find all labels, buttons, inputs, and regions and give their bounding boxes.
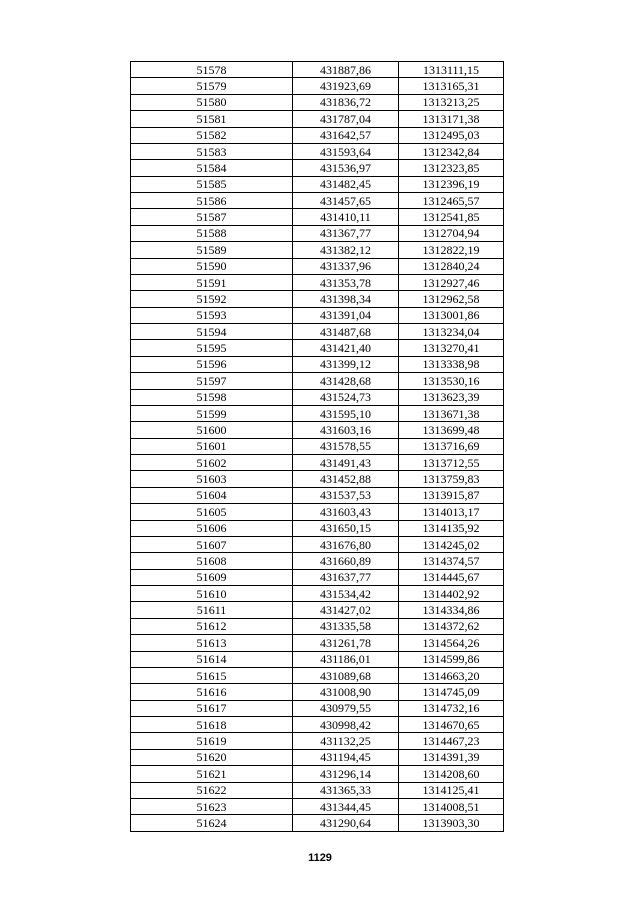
y-coordinate-cell: 1314334,86 <box>399 602 504 618</box>
table-row <box>131 258 504 274</box>
table-row <box>131 373 504 389</box>
point-number-cell: 51603 <box>131 471 293 487</box>
y-coordinate-cell: 1312323,85 <box>399 160 504 176</box>
table-row <box>131 225 504 241</box>
point-number-cell: 51602 <box>131 455 293 471</box>
y-coordinate-cell: 1314374,57 <box>399 553 504 569</box>
y-coordinate-cell: 1312541,85 <box>399 209 504 225</box>
x-coordinate-cell: 431457,65 <box>293 193 399 209</box>
x-coordinate-cell: 431290,64 <box>293 815 399 831</box>
y-coordinate-cell: 1312342,84 <box>399 143 504 159</box>
x-coordinate-cell: 431537,53 <box>293 487 399 503</box>
table-row <box>131 274 504 290</box>
table-row <box>131 455 504 471</box>
point-number-cell: 51615 <box>131 667 293 683</box>
point-number-cell: 51597 <box>131 373 293 389</box>
y-coordinate-cell: 1312465,57 <box>399 193 504 209</box>
x-coordinate-cell: 430979,55 <box>293 700 399 716</box>
point-number-cell: 51616 <box>131 684 293 700</box>
point-number-cell: 51604 <box>131 487 293 503</box>
point-number-cell: 51613 <box>131 635 293 651</box>
table-row <box>131 291 504 307</box>
point-number-cell: 51609 <box>131 569 293 585</box>
point-number-cell: 51580 <box>131 94 293 110</box>
x-coordinate-cell: 431603,43 <box>293 504 399 520</box>
table-row <box>131 143 504 159</box>
x-coordinate-cell: 431887,86 <box>293 62 399 78</box>
point-number-cell: 51582 <box>131 127 293 143</box>
point-number-cell: 51624 <box>131 815 293 831</box>
y-coordinate-cell: 1312962,58 <box>399 291 504 307</box>
x-coordinate-cell: 431676,80 <box>293 536 399 552</box>
x-coordinate-cell: 431008,90 <box>293 684 399 700</box>
table-row <box>131 569 504 585</box>
table-row <box>131 242 504 258</box>
y-coordinate-cell: 1314564,26 <box>399 635 504 651</box>
point-number-cell: 51606 <box>131 520 293 536</box>
point-number-cell: 51607 <box>131 536 293 552</box>
y-coordinate-cell: 1313530,16 <box>399 373 504 389</box>
y-coordinate-cell: 1314245,02 <box>399 536 504 552</box>
y-coordinate-cell: 1313001,86 <box>399 307 504 323</box>
x-coordinate-cell: 431367,77 <box>293 225 399 241</box>
x-coordinate-cell: 431337,96 <box>293 258 399 274</box>
table-row <box>131 536 504 552</box>
y-coordinate-cell: 1312704,94 <box>399 225 504 241</box>
x-coordinate-cell: 431637,77 <box>293 569 399 585</box>
table-row <box>131 94 504 110</box>
point-number-cell: 51601 <box>131 438 293 454</box>
x-coordinate-cell: 431344,45 <box>293 798 399 814</box>
x-coordinate-cell: 431452,88 <box>293 471 399 487</box>
y-coordinate-cell: 1313759,83 <box>399 471 504 487</box>
x-coordinate-cell: 431487,68 <box>293 324 399 340</box>
point-number-cell: 51583 <box>131 143 293 159</box>
x-coordinate-cell: 431603,16 <box>293 422 399 438</box>
table-row <box>131 618 504 634</box>
y-coordinate-cell: 1312840,24 <box>399 258 504 274</box>
x-coordinate-cell: 431482,45 <box>293 176 399 192</box>
point-number-cell: 51619 <box>131 733 293 749</box>
point-number-cell: 51610 <box>131 586 293 602</box>
coordinates-table <box>130 61 504 832</box>
x-coordinate-cell: 431194,45 <box>293 749 399 765</box>
y-coordinate-cell: 1313903,30 <box>399 815 504 831</box>
y-coordinate-cell: 1312822,19 <box>399 242 504 258</box>
y-coordinate-cell: 1314008,51 <box>399 798 504 814</box>
point-number-cell: 51614 <box>131 651 293 667</box>
y-coordinate-cell: 1314670,65 <box>399 717 504 733</box>
x-coordinate-cell: 431353,78 <box>293 274 399 290</box>
x-coordinate-cell: 431578,55 <box>293 438 399 454</box>
point-number-cell: 51618 <box>131 717 293 733</box>
table-row <box>131 78 504 94</box>
point-number-cell: 51620 <box>131 749 293 765</box>
x-coordinate-cell: 431660,89 <box>293 553 399 569</box>
y-coordinate-cell: 1313915,87 <box>399 487 504 503</box>
point-number-cell: 51591 <box>131 274 293 290</box>
table-row <box>131 389 504 405</box>
table-row <box>131 520 504 536</box>
y-coordinate-cell: 1314372,62 <box>399 618 504 634</box>
table-row <box>131 815 504 831</box>
y-coordinate-cell: 1313712,55 <box>399 455 504 471</box>
x-coordinate-cell: 431650,15 <box>293 520 399 536</box>
x-coordinate-cell: 431524,73 <box>293 389 399 405</box>
table-row <box>131 62 504 78</box>
point-number-cell: 51581 <box>131 111 293 127</box>
x-coordinate-cell: 431421,40 <box>293 340 399 356</box>
point-number-cell: 51621 <box>131 766 293 782</box>
x-coordinate-cell: 431186,01 <box>293 651 399 667</box>
y-coordinate-cell: 1314125,41 <box>399 782 504 798</box>
y-coordinate-cell: 1313213,25 <box>399 94 504 110</box>
point-number-cell: 51611 <box>131 602 293 618</box>
y-coordinate-cell: 1313716,69 <box>399 438 504 454</box>
table-row <box>131 438 504 454</box>
table-row <box>131 471 504 487</box>
x-coordinate-cell: 431398,34 <box>293 291 399 307</box>
x-coordinate-cell: 431787,04 <box>293 111 399 127</box>
x-coordinate-cell: 431410,11 <box>293 209 399 225</box>
table-row <box>131 176 504 192</box>
y-coordinate-cell: 1312396,19 <box>399 176 504 192</box>
y-coordinate-cell: 1314391,39 <box>399 749 504 765</box>
table-row <box>131 749 504 765</box>
x-coordinate-cell: 431536,97 <box>293 160 399 176</box>
table-row <box>131 684 504 700</box>
table-row <box>131 405 504 421</box>
table-row <box>131 602 504 618</box>
table-row <box>131 733 504 749</box>
x-coordinate-cell: 431261,78 <box>293 635 399 651</box>
y-coordinate-cell: 1314663,20 <box>399 667 504 683</box>
x-coordinate-cell: 431427,02 <box>293 602 399 618</box>
point-number-cell: 51590 <box>131 258 293 274</box>
x-coordinate-cell: 431593,64 <box>293 143 399 159</box>
point-number-cell: 51622 <box>131 782 293 798</box>
point-number-cell: 51588 <box>131 225 293 241</box>
y-coordinate-cell: 1313338,98 <box>399 356 504 372</box>
y-coordinate-cell: 1313623,39 <box>399 389 504 405</box>
point-number-cell: 51587 <box>131 209 293 225</box>
point-number-cell: 51599 <box>131 405 293 421</box>
point-number-cell: 51617 <box>131 700 293 716</box>
x-coordinate-cell: 431296,14 <box>293 766 399 782</box>
y-coordinate-cell: 1314402,92 <box>399 586 504 602</box>
x-coordinate-cell: 431491,43 <box>293 455 399 471</box>
point-number-cell: 51584 <box>131 160 293 176</box>
y-coordinate-cell: 1312495,03 <box>399 127 504 143</box>
table-row <box>131 160 504 176</box>
x-coordinate-cell: 431534,42 <box>293 586 399 602</box>
y-coordinate-cell: 1314445,67 <box>399 569 504 585</box>
point-number-cell: 51585 <box>131 176 293 192</box>
x-coordinate-cell: 430998,42 <box>293 717 399 733</box>
table-row <box>131 504 504 520</box>
point-number-cell: 51595 <box>131 340 293 356</box>
y-coordinate-cell: 1313165,31 <box>399 78 504 94</box>
point-number-cell: 51593 <box>131 307 293 323</box>
table-row <box>131 487 504 503</box>
table-row <box>131 307 504 323</box>
coordinates-table-body <box>131 62 504 832</box>
table-row <box>131 798 504 814</box>
y-coordinate-cell: 1313699,48 <box>399 422 504 438</box>
point-number-cell: 51608 <box>131 553 293 569</box>
point-number-cell: 51578 <box>131 62 293 78</box>
x-coordinate-cell: 431923,69 <box>293 78 399 94</box>
point-number-cell: 51594 <box>131 324 293 340</box>
page-number: 1129 <box>308 852 332 864</box>
x-coordinate-cell: 431382,12 <box>293 242 399 258</box>
point-number-cell: 51579 <box>131 78 293 94</box>
table-row <box>131 209 504 225</box>
point-number-cell: 51623 <box>131 798 293 814</box>
x-coordinate-cell: 431335,58 <box>293 618 399 634</box>
y-coordinate-cell: 1313671,38 <box>399 405 504 421</box>
table-row <box>131 782 504 798</box>
table-row <box>131 667 504 683</box>
table-row <box>131 340 504 356</box>
y-coordinate-cell: 1314208,60 <box>399 766 504 782</box>
table-row <box>131 193 504 209</box>
x-coordinate-cell: 431132,25 <box>293 733 399 749</box>
table-row <box>131 356 504 372</box>
point-number-cell: 51586 <box>131 193 293 209</box>
y-coordinate-cell: 1313234,04 <box>399 324 504 340</box>
point-number-cell: 51589 <box>131 242 293 258</box>
table-row <box>131 635 504 651</box>
point-number-cell: 51596 <box>131 356 293 372</box>
point-number-cell: 51598 <box>131 389 293 405</box>
x-coordinate-cell: 431399,12 <box>293 356 399 372</box>
table-row <box>131 717 504 733</box>
point-number-cell: 51592 <box>131 291 293 307</box>
x-coordinate-cell: 431428,68 <box>293 373 399 389</box>
table-row <box>131 651 504 667</box>
y-coordinate-cell: 1313111,15 <box>399 62 504 78</box>
point-number-cell: 51605 <box>131 504 293 520</box>
table-row <box>131 700 504 716</box>
y-coordinate-cell: 1314732,16 <box>399 700 504 716</box>
table-row <box>131 766 504 782</box>
y-coordinate-cell: 1313270,41 <box>399 340 504 356</box>
x-coordinate-cell: 431642,57 <box>293 127 399 143</box>
point-number-cell: 51612 <box>131 618 293 634</box>
y-coordinate-cell: 1314013,17 <box>399 504 504 520</box>
y-coordinate-cell: 1314745,09 <box>399 684 504 700</box>
x-coordinate-cell: 431089,68 <box>293 667 399 683</box>
y-coordinate-cell: 1314467,23 <box>399 733 504 749</box>
y-coordinate-cell: 1312927,46 <box>399 274 504 290</box>
y-coordinate-cell: 1314599,86 <box>399 651 504 667</box>
table-row <box>131 111 504 127</box>
x-coordinate-cell: 431595,10 <box>293 405 399 421</box>
x-coordinate-cell: 431391,04 <box>293 307 399 323</box>
x-coordinate-cell: 431836,72 <box>293 94 399 110</box>
table-row <box>131 324 504 340</box>
table-row <box>131 553 504 569</box>
table-row <box>131 586 504 602</box>
y-coordinate-cell: 1314135,92 <box>399 520 504 536</box>
table-row <box>131 422 504 438</box>
x-coordinate-cell: 431365,33 <box>293 782 399 798</box>
table-row <box>131 127 504 143</box>
point-number-cell: 51600 <box>131 422 293 438</box>
y-coordinate-cell: 1313171,38 <box>399 111 504 127</box>
